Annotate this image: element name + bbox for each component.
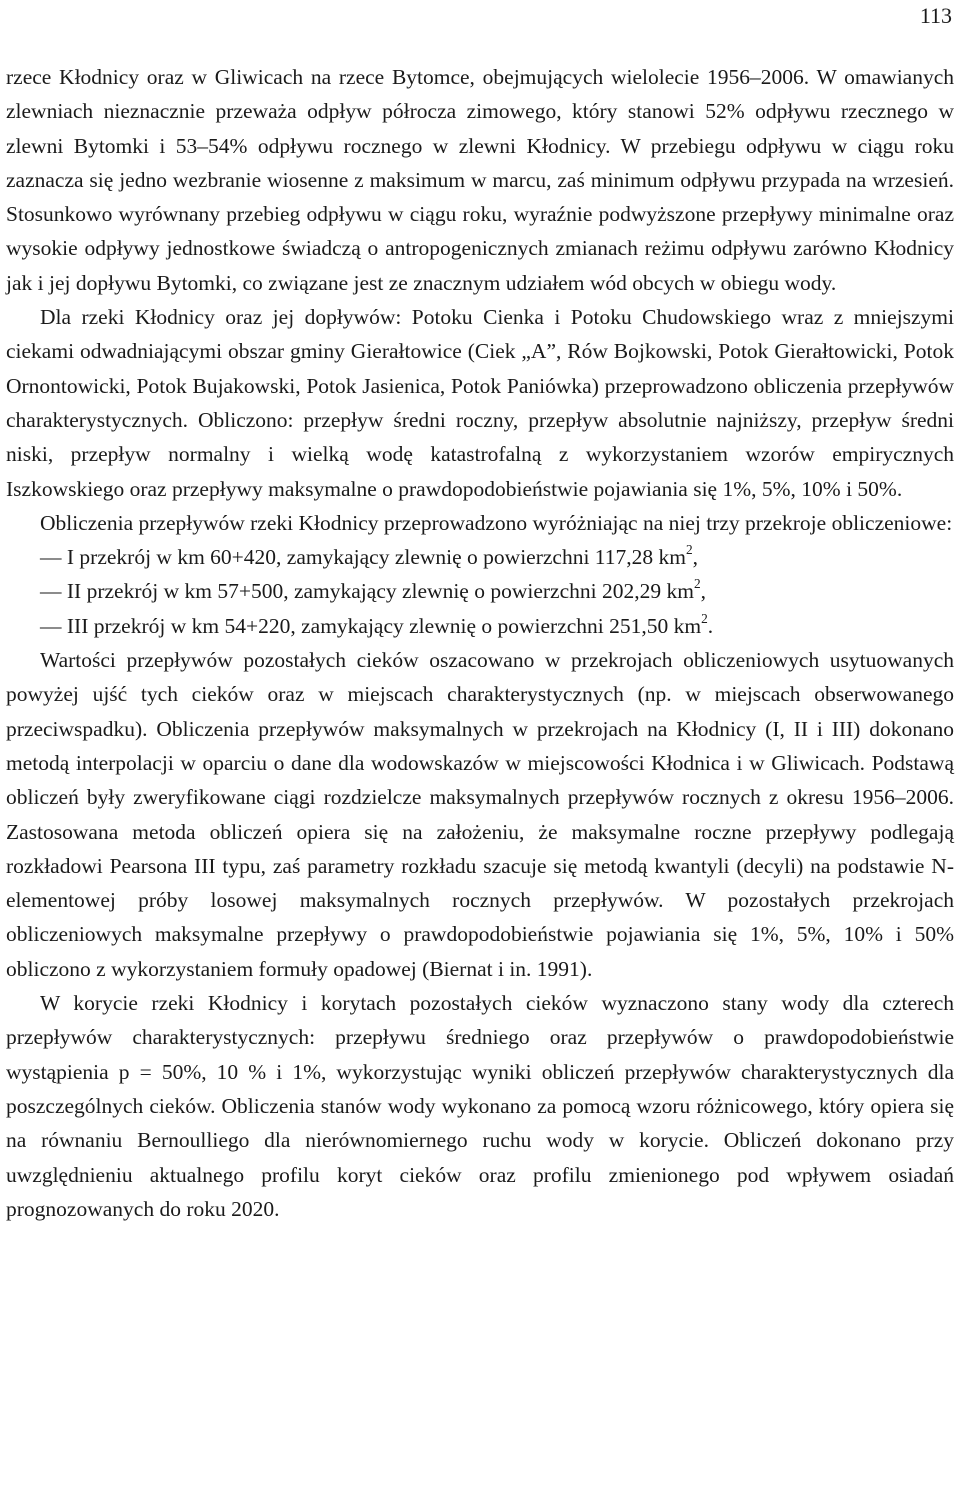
page-number: 113 (919, 3, 952, 28)
list-item-end: . (707, 613, 714, 638)
paragraph: Dla rzeki Kłodnicy oraz jej dopływów: Potoku Cienka i Potoku Chudowskiego wraz z mniejszymi ciekami odwadniającymi obszar gminy Gierałtowice (Ciek „A”, Rów Bojkowski, Potok Gierałtowicki, Potok Ornontowicki, Potok Bujakowski, Potok Jasienica, Potok Paniówka) przeprowadzono obliczenia przepływów charakterystycznych. Obliczono: przepływ średni roczny, przepływ absolutnie najniższy, przepływ średni niski, przepływ normalny i wielką wodę katastrofalną z wykorzystaniem wzorów empirycznych Iszkowskiego oraz przepływy maksymalne o prawdopodobieństwie pojawiania się 1%, 5%, 10% i 50%. (6, 305, 954, 501)
superscript: 2 (701, 610, 708, 626)
list-item-text: — I przekrój w km 60+420, zamykający zlewnię o powierzchni 117,28 km (40, 545, 686, 570)
superscript: 2 (693, 576, 701, 592)
list-item-text: — III przekrój w km 54+220, zamykający zlewnię o powierzchni 251,50 km (40, 613, 702, 638)
paragraph: W korycie rzeki Kłodnicy i korytach pozostałych cieków wyznaczono stany wody dla czterech przepływów charakterystycznych: przepływu średniego oraz przepływów o prawdopodobieństwie wystąpienia p = 50%, 10 % i 1%, wykorzystując wyniki obliczeń przepływów charakterystycznych dla poszczególnych cieków. Obliczenia stanów wody wykonano za pomocą wzoru różnicowego, który opiera się na równaniu Bernoulliego dla nierównomiernego ruchu wody w korycie. Obliczeń dokonano przy uwzględnieniu aktualnego profilu koryt cieków oraz profilu zmienionego pod wpływem osiadań prognozowanych do roku 2020. (6, 991, 954, 1221)
list-item-end: , (692, 545, 699, 570)
list-item-text: — II przekrój w km 57+500, zamykający zlewnię o powierzchni 202,29 km (40, 579, 694, 604)
list-item (6, 540, 954, 574)
document-body (6, 60, 954, 1226)
paragraph: Obliczenia przepływów rzeki Kłodnicy przeprowadzono wyróżniając na niej trzy przekroje obliczeniowe: (40, 510, 953, 535)
paragraph: Wartości przepływów pozostałych cieków oszacowano w przekrojach obliczeniowych usytuowanych powyżej ujść tych cieków oraz w miejscach charakterystycznych (np. w miejscach obserwowanego przeciwspadku). Obliczenia przepływów maksymalnych w przekrojach na Kłodnicy (I, II i III) dokonano metodą interpolacji w oparciu o dane dla wodowskazów w miejscowości Kłodnica i w Gliwicach. Podstawą obliczeń były zweryfikowane ciągi rozdzielcze maksymalnych przepływów rocznych z okresu 1956–2006. Zastosowana metoda obliczeń opiera się na założeniu, że maksymalne roczne przepływy podlegają rozkładowi Pearsona III typu, zaś parametry rozkładu szacuje się metodą kwantyli (decyli) na podstawie N-elementowej próby losowej maksymalnych rocznych przepływów. W pozostałych przekrojach obliczeniowych maksymalne przepływy o prawdopodobieństwie pojawiania się 1%, 5%, 10% i 50% obliczono z wykorzystaniem formuły opadowej (Biernat i in. 1991). (6, 648, 954, 981)
list-item (6, 574, 954, 608)
paragraph: rzece Kłodnicy oraz w Gliwicach na rzece Bytomce, obejmujących wielolecie 1956–2006. W omawianych zlewniach nieznacznie przeważa odpływ półrocza zimowego, który stanowi 52% odpływu rzecznego w zlewni Bytomki i 53–54% odpływu rocznego w zlewni Kłodnicy. W przebiegu odpływu w ciągu roku zaznacza się jedno wezbranie wiosenne z maksimum w marcu, zaś minimum odpływu przypada na wrzesień. Stosunkowo wyrównany przebieg odpływu w ciągu roku, wyraźnie podwyższone przepływy minimalne oraz wysokie odpływy jednostkowe świadczą o antropogenicznych zmianach reżimu odpływu zarówno Kłodnicy jak i jej dopływu Bytomki, co związane jest ze znacznym udziałem wód obcych w obiegu wody. (6, 65, 954, 295)
list-item-end: , (700, 579, 706, 604)
list-item (6, 609, 954, 643)
superscript: 2 (686, 542, 693, 558)
